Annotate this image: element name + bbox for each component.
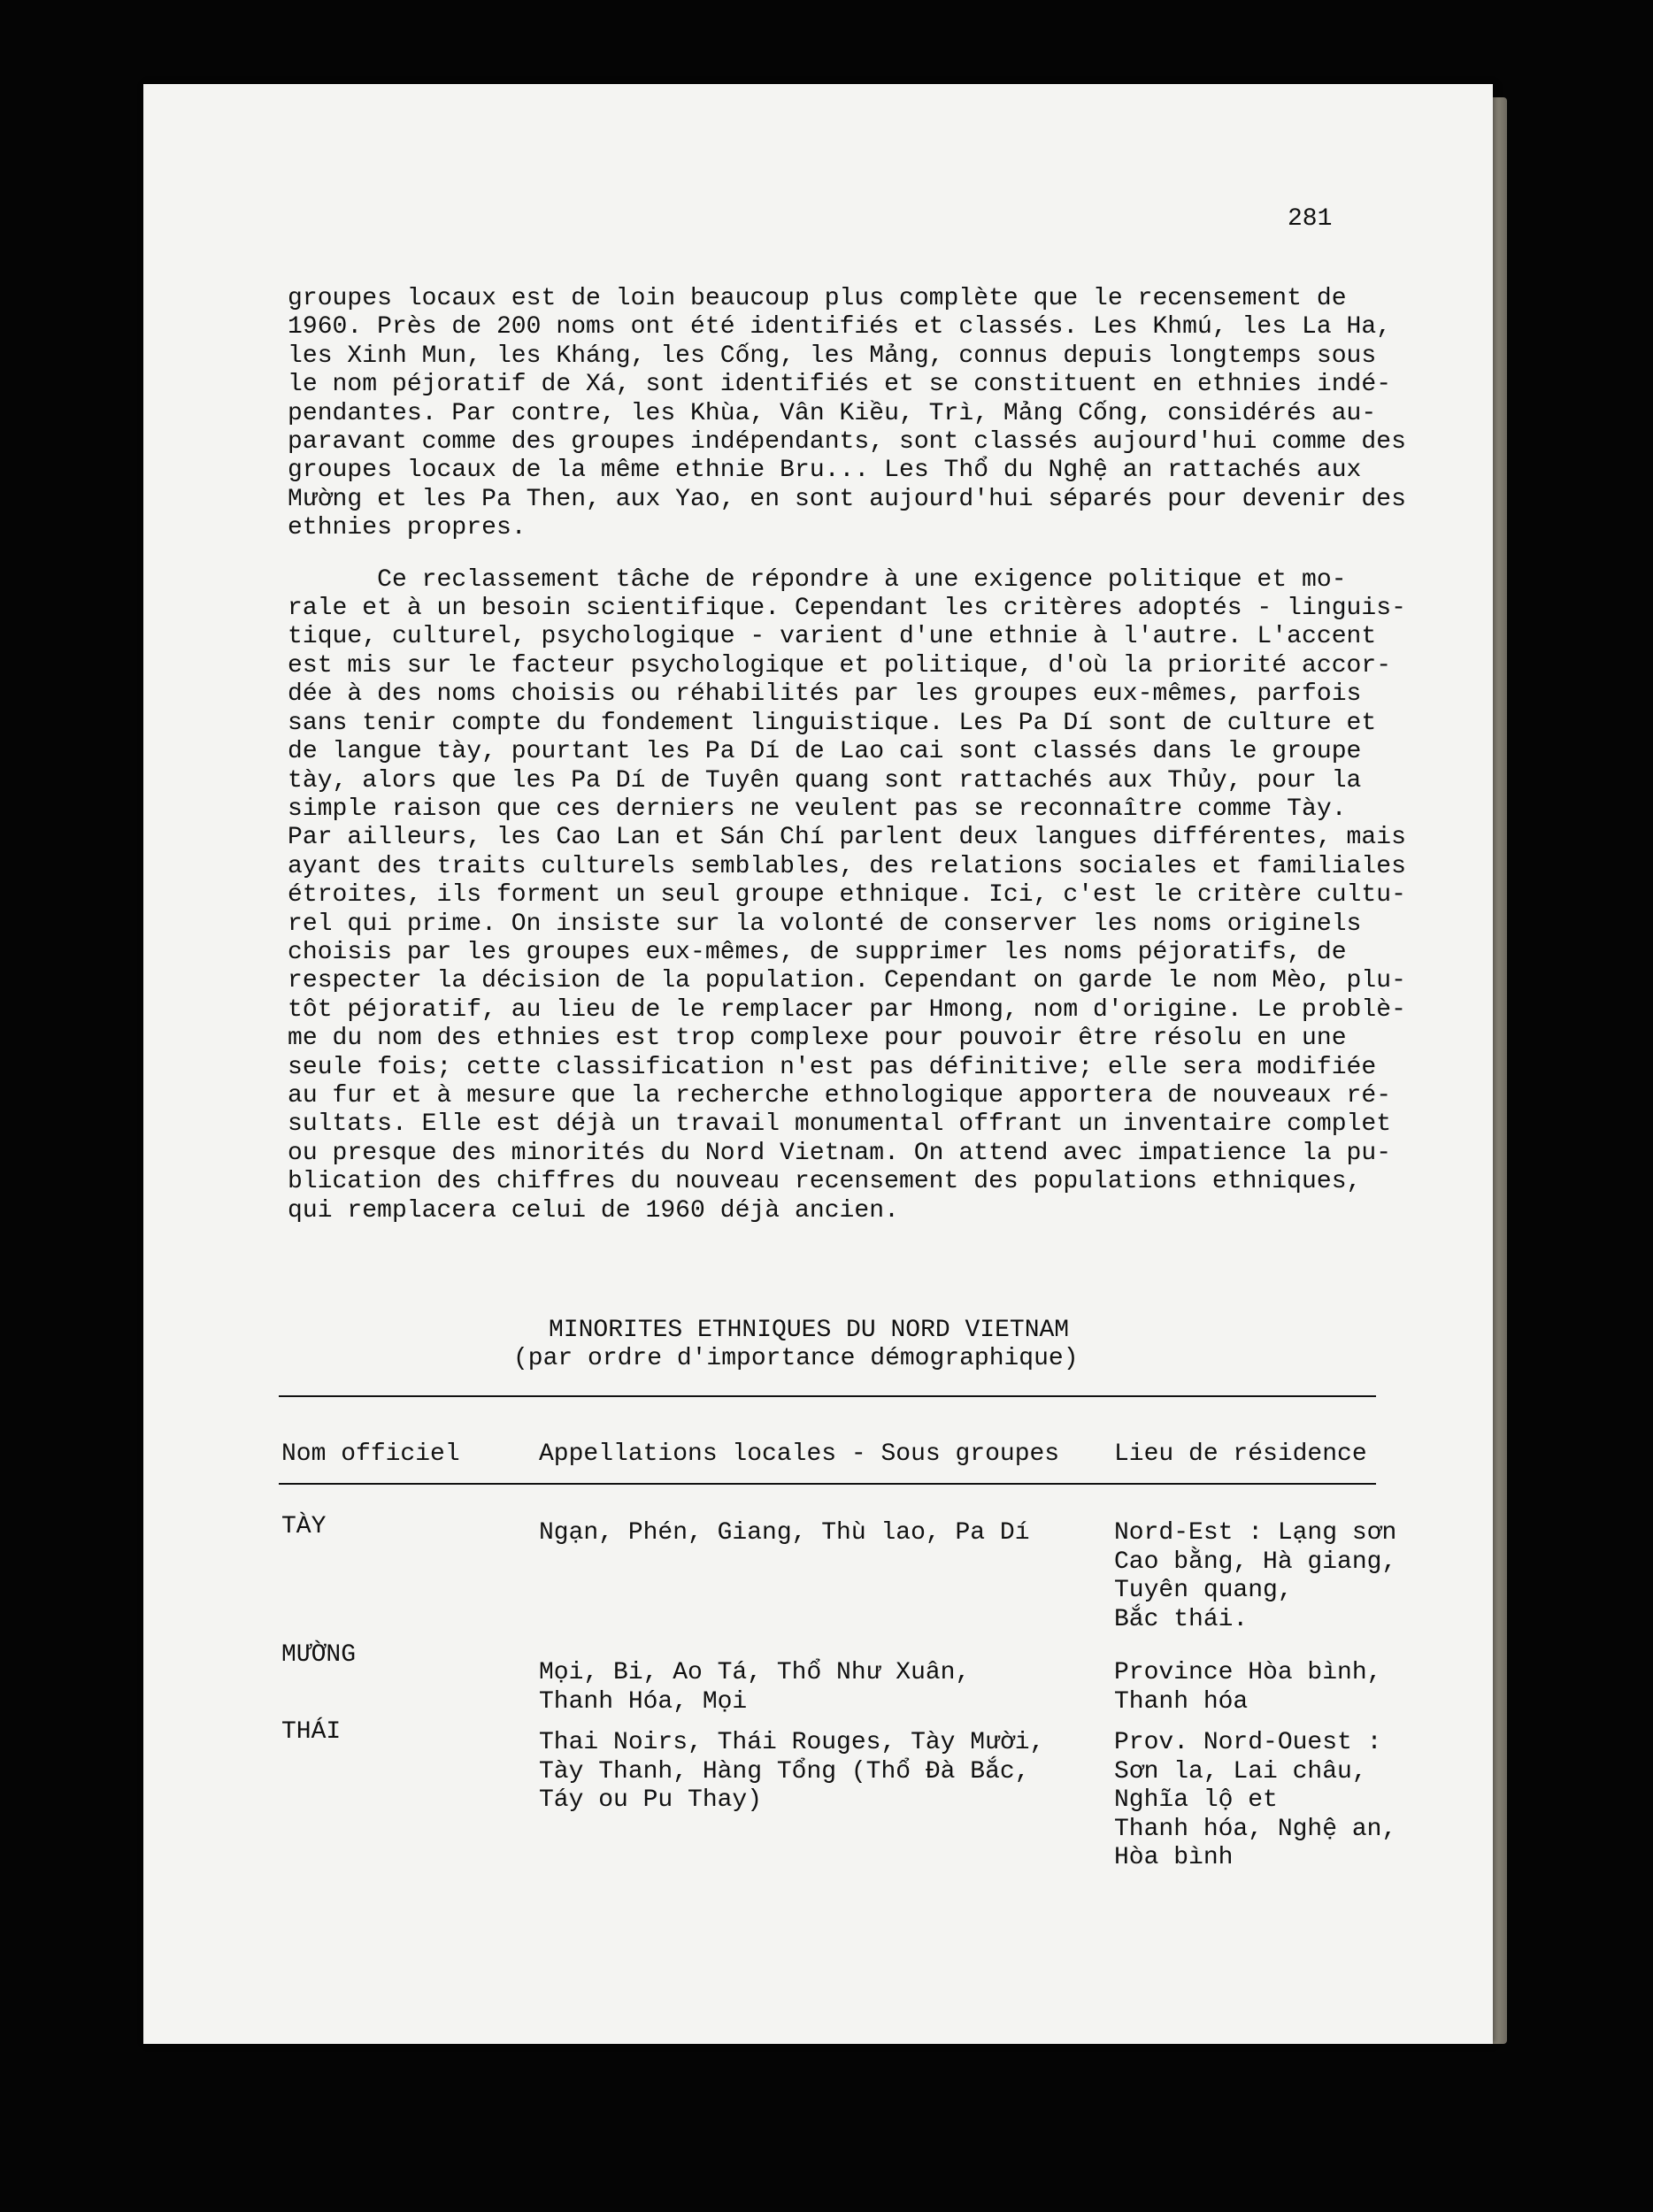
text-line: est mis sur le facteur psychologique et politique, d'où la priorité accor-: [288, 651, 1392, 680]
text-line: rale et à un besoin scientifique. Cependant les critères adoptés - linguis-: [288, 595, 1406, 623]
text-line: choisis par les groupes eux-mêmes, de supprimer les noms péjoratifs, de: [288, 938, 1347, 966]
text-line: me du nom des ethnies est trop complexe pour pouvoir être résolu en une: [288, 1025, 1347, 1053]
table-subtitle-text: (par ordre d'importance démographique): [513, 1345, 1079, 1372]
text-line: ethnies propres.: [288, 514, 527, 542]
text-line: au fur et à mesure que la recherche ethnologique apportera de nouveaux ré-: [288, 1081, 1392, 1110]
table-header-rule: [279, 1483, 1376, 1485]
text-line: qui remplacera celui de 1960 déjà ancien.: [288, 1196, 899, 1225]
text-line: tôt péjoratif, au lieu de le remplacer par Hmong, nom d'origine. Le problè-: [288, 995, 1406, 1024]
text-line: ayant des traits culturels semblables, des relations sociales et familiales: [288, 852, 1406, 880]
paragraph-1: [288, 285, 1406, 543]
table-title-text: MINORITES ETHNIQUES DU NORD VIETNAM: [549, 1317, 1070, 1344]
text-line: blication des chiffres du nouveau recensement des populations ethniques,: [288, 1168, 1362, 1196]
row-locals: Ngạn, Phén, Giang, Thù lao, Pa Dí: [539, 1519, 1030, 1547]
row-residence: Prov. Nord-Ouest : Sơn la, Lai châu, Nghĩa lộ et Thanh hóa, Nghệ an, Hòa bình: [1114, 1729, 1397, 1871]
row-name: MƯỜNG: [281, 1641, 357, 1669]
text-line: ou presque des minorités du Nord Vietnam. On attend avec impatience la pu-: [288, 1139, 1392, 1167]
row-name: THÁI: [281, 1718, 342, 1746]
text-line: les Xinh Mun, les Kháng, les Cống, les Mảng, connus depuis longtemps sous: [288, 342, 1377, 370]
row-locals: Mọi, Bi, Ao Tá, Thổ Như Xuân, Thanh Hóa, Mọi: [539, 1659, 971, 1716]
text-line: tày, alors que les Pa Dí de Tuyên quang sont rattachés aux Thủy, pour la: [288, 766, 1362, 795]
text-line: tique, culturel, psychologique - varient d'une ethnie à l'autre. L'accent: [288, 623, 1377, 651]
text-line: rel qui prime. On insiste sur la volonté de conserver les noms originels: [288, 910, 1362, 938]
text-line: groupes locaux est de loin beaucoup plus complète que le recensement de: [288, 285, 1347, 312]
row-residence: Nord-Est : Lạng sơn Cao bằng, Hà giang, Tuyên quang, Bắc thái.: [1114, 1519, 1397, 1633]
text-line: groupes locaux de la même ethnie Bru... Les Thổ du Nghệ an rattachés aux: [288, 457, 1362, 485]
text-line: simple raison que ces derniers ne veulent pas se reconnaître comme Tày.: [288, 795, 1347, 823]
row-locals: Thai Noirs, Thái Rouges, Tày Mười, Tày Thanh, Hàng Tổng (Thổ Đà Bắc, Táy ou Pu Thay): [539, 1729, 1045, 1814]
table-top-rule: [279, 1395, 1376, 1397]
text-line: 1960. Près de 200 noms ont été identifiés et classés. Les Khmú, les La Ha,: [288, 313, 1392, 342]
text-line: de langue tày, pourtant les Pa Dí de Lao cai sont classés dans le groupe: [288, 738, 1362, 766]
header-residence: Lieu de résidence: [1114, 1440, 1367, 1468]
text-line: le nom péjoratif de Xá, sont identifiés et se constituent en ethnies indé-: [288, 371, 1392, 399]
text-line: étroites, ils forment un seul groupe ethnique. Ici, c'est le critère cultu-: [288, 881, 1406, 910]
text-line: dée à des noms choisis ou réhabilités par les groupes eux-mêmes, parfois: [288, 680, 1362, 709]
text-line: respecter la décision de la population. Cependant on garde le nom Mèo, plu-: [288, 967, 1406, 995]
header-local-names: Appellations locales - Sous groupes: [539, 1440, 1060, 1468]
header-official-name: Nom officiel: [281, 1440, 460, 1468]
text-line: seule fois; cette classification n'est pas définitive; elle sera modifiée: [288, 1053, 1377, 1081]
page-number: 281: [1288, 205, 1333, 233]
table-title: [513, 1317, 1133, 1373]
text-line: Mường et les Pa Then, aux Yao, en sont aujourd'hui séparés pour devenir des: [288, 485, 1406, 513]
text-line: paravant comme des groupes indépendants, sont classés aujourd'hui comme des: [288, 428, 1406, 457]
row-name: TÀY: [281, 1513, 327, 1540]
text-line: sans tenir compte du fondement linguistique. Les Pa Dí sont de culture et: [288, 709, 1377, 737]
text-line: Ce reclassement tâche de répondre à une exigence politique et mo-: [288, 565, 1347, 594]
row-residence: Province Hòa bình, Thanh hóa: [1114, 1659, 1382, 1716]
body-text: [288, 285, 1406, 1225]
text-line: sultats. Elle est déjà un travail monumental offrant un inventaire complet: [288, 1110, 1392, 1139]
text-line: Par ailleurs, les Cao Lan et Sán Chí parlent deux langues différentes, mais: [288, 824, 1406, 852]
paragraph-2: [288, 565, 1406, 1225]
text-line: pendantes. Par contre, les Khùa, Vân Kiều, Trì, Mảng Cống, considérés au-: [288, 399, 1377, 427]
